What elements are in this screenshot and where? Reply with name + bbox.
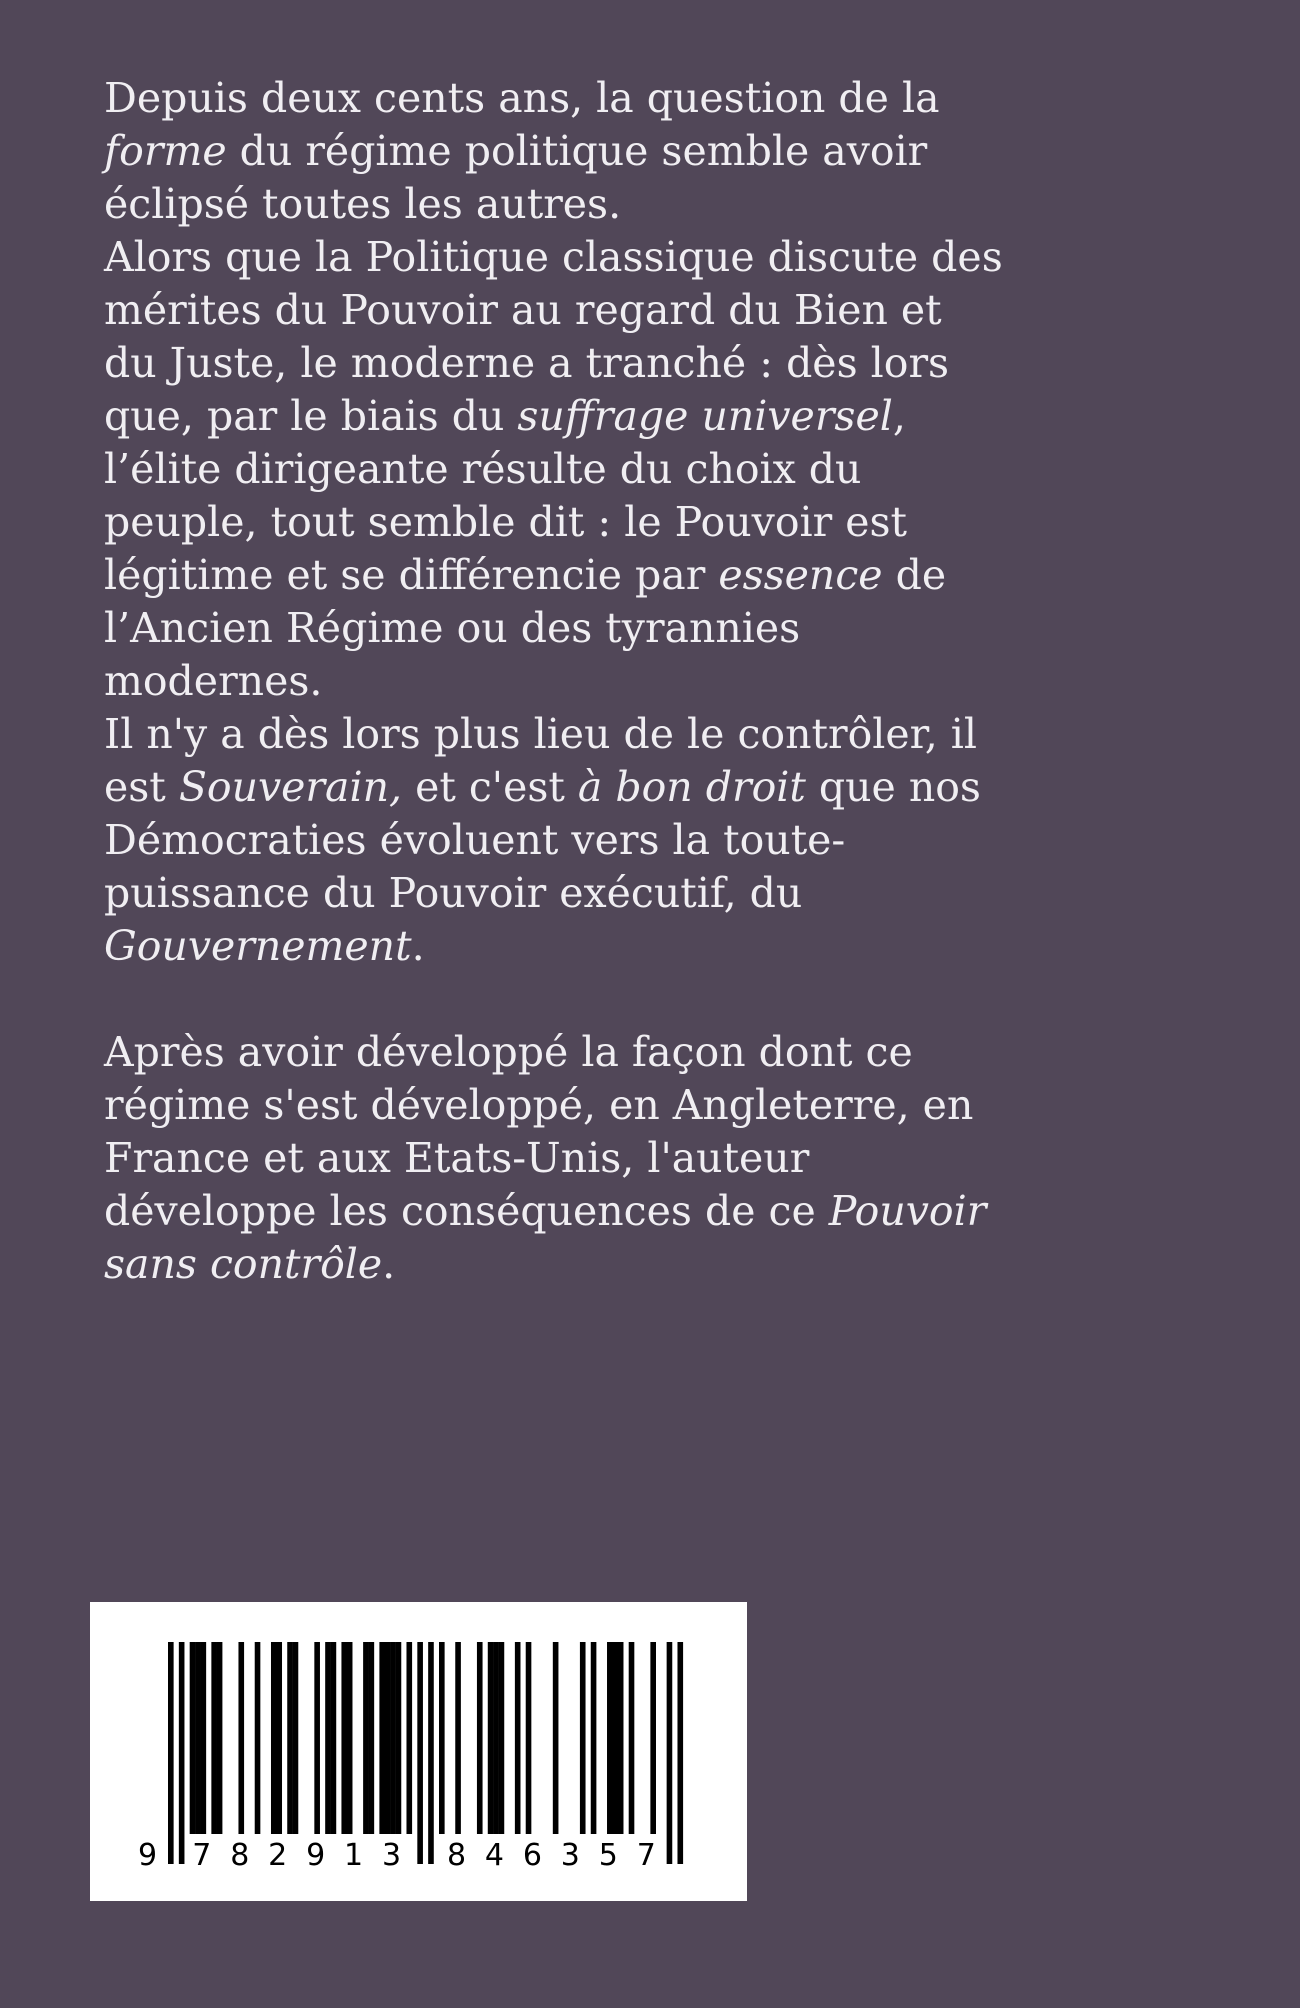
barcode-bar bbox=[526, 1642, 532, 1834]
barcode-digit: 5 bbox=[598, 1838, 618, 1873]
barcode-bar bbox=[515, 1642, 521, 1834]
barcode-bar bbox=[612, 1642, 618, 1834]
barcode-bar bbox=[179, 1642, 185, 1864]
paragraph-3 bbox=[104, 708, 1004, 973]
barcode-bar bbox=[195, 1642, 201, 1834]
barcode-bar bbox=[190, 1642, 196, 1834]
barcode-bar bbox=[677, 1642, 683, 1864]
paragraph-2-text-2: , l’élite dirigeante résulte du choix du peuple, tout semble dit : le Pouvoir est légitime et se différencie par bbox=[104, 392, 908, 599]
paragraph-4-emphasis-1: Pouvoir sans contrôle bbox=[104, 1187, 987, 1288]
barcode-bar bbox=[618, 1642, 624, 1834]
barcode-digit: 7 bbox=[636, 1838, 656, 1873]
barcode-bar bbox=[238, 1642, 244, 1834]
barcode-digit: 7 bbox=[192, 1838, 212, 1873]
paragraph-1-text-1: Depuis deux cents ans, la question de la bbox=[104, 74, 940, 122]
paragraph-3-emphasis-1: Souverain, bbox=[178, 763, 403, 811]
barcode-bar bbox=[580, 1642, 586, 1834]
barcode-bar bbox=[390, 1642, 396, 1834]
barcode-bar bbox=[168, 1642, 174, 1864]
paragraph-3-text-2: et c'est bbox=[402, 763, 578, 811]
barcode-bar bbox=[499, 1642, 505, 1834]
barcode-digit: 4 bbox=[484, 1838, 504, 1873]
barcode-bar bbox=[439, 1642, 445, 1834]
barcode-bar bbox=[271, 1642, 277, 1834]
barcode-bar bbox=[396, 1642, 402, 1834]
barcode-bar bbox=[591, 1642, 597, 1834]
paragraph-4-text-1: Après avoir développé la façon dont ce régime s'est développé, en Angleterre, en France et aux Etats-Unis, l'auteur développe les conséquences de ce bbox=[104, 1028, 974, 1235]
barcode-bar bbox=[211, 1642, 217, 1834]
barcode-bar bbox=[314, 1642, 320, 1834]
barcode-bar bbox=[293, 1642, 299, 1834]
barcode-bar bbox=[493, 1642, 499, 1834]
paragraph-1-emphasis-1: forme bbox=[104, 127, 227, 175]
paragraph-1-text-2: du régime politique semble avoir éclipsé toutes les autres. bbox=[104, 127, 928, 228]
barcode-bar bbox=[629, 1642, 635, 1834]
barcode-digit: 3 bbox=[382, 1838, 402, 1873]
paragraph-2-emphasis-1: suffrage universel bbox=[517, 392, 893, 440]
paragraph-1 bbox=[104, 72, 1004, 231]
barcode-bar bbox=[553, 1642, 559, 1834]
barcode-bar bbox=[488, 1642, 494, 1834]
barcode-bar bbox=[255, 1642, 261, 1834]
barcode-bar bbox=[650, 1642, 656, 1834]
barcode-bar bbox=[428, 1642, 434, 1864]
barcode-bar bbox=[341, 1642, 347, 1834]
paragraph-2-emphasis-2: essence bbox=[718, 551, 883, 599]
barcode-bar bbox=[385, 1642, 391, 1834]
paragraph-3-emphasis-3: Gouvernement bbox=[104, 922, 412, 970]
barcode-digit: 3 bbox=[560, 1838, 580, 1873]
barcode-digit: 2 bbox=[268, 1838, 288, 1873]
paragraph-2-text-1: Alors que la Politique classique discute des mérites du Pouvoir au regard du Bien et du Juste, le moderne a tranché : dès lors que, par le biais du bbox=[104, 233, 1003, 440]
barcode-bar bbox=[217, 1642, 223, 1834]
barcode-bar bbox=[287, 1642, 293, 1834]
paragraph-3-text-1: Il n'y a dès lors plus lieu de le contrôler, il est bbox=[104, 710, 978, 811]
barcode-panel bbox=[90, 1602, 747, 1901]
barcode-bar bbox=[201, 1642, 207, 1834]
barcode-bar bbox=[276, 1642, 282, 1834]
barcode-bar bbox=[455, 1642, 461, 1834]
barcode-bar bbox=[379, 1642, 385, 1834]
barcode-digit: 1 bbox=[344, 1838, 364, 1873]
paragraph-3-emphasis-2: à bon droit bbox=[577, 763, 806, 811]
barcode-bar bbox=[369, 1642, 375, 1834]
barcode-digit: 8 bbox=[447, 1838, 467, 1873]
barcode-digit: 8 bbox=[230, 1838, 250, 1873]
barcode-bar bbox=[331, 1642, 337, 1834]
barcode-bar bbox=[347, 1642, 353, 1834]
back-cover-text bbox=[104, 72, 1004, 1291]
paragraph-4-text-2: . bbox=[382, 1240, 396, 1288]
paragraph-3-text-3: que nos Démocraties évoluent vers la toute-puissance du Pouvoir exécutif, du bbox=[104, 763, 981, 917]
barcode-digit: 9 bbox=[138, 1838, 158, 1873]
paragraph-4 bbox=[104, 1026, 1004, 1291]
barcode-bar bbox=[477, 1642, 483, 1834]
paragraph-3-text-4: . bbox=[411, 922, 425, 970]
barcode-bar bbox=[667, 1642, 673, 1864]
barcode-bar bbox=[417, 1642, 423, 1864]
barcode-bar bbox=[406, 1642, 412, 1834]
barcode-bar bbox=[607, 1642, 613, 1834]
paragraph-2 bbox=[104, 231, 1004, 708]
barcode-digit: 9 bbox=[306, 1838, 326, 1873]
paragraph-2-text-3: de l’Ancien Régime ou des tyrannies modernes. bbox=[104, 551, 947, 705]
barcode-digit: 6 bbox=[522, 1838, 542, 1873]
barcode-bar bbox=[325, 1642, 331, 1834]
barcode-bar bbox=[363, 1642, 369, 1834]
